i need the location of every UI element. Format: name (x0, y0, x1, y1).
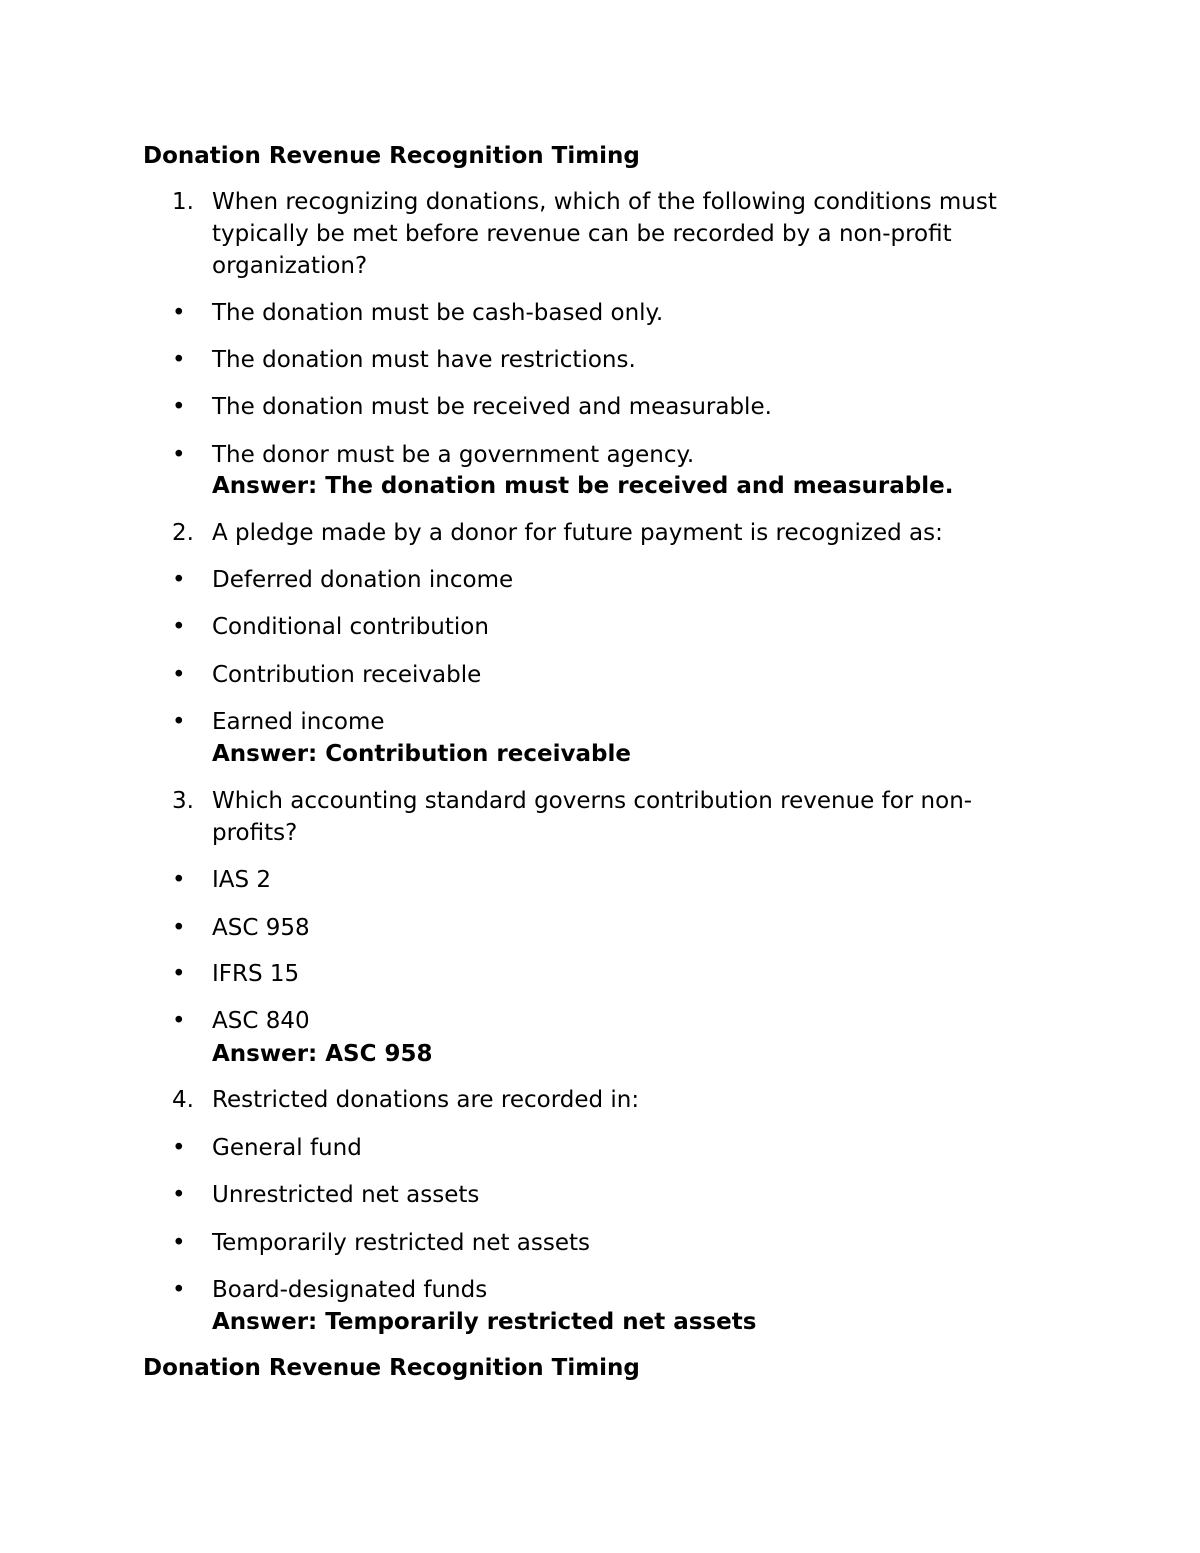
answer-text: Answer: ASC 958 (212, 1041, 433, 1067)
bullet-icon: • (172, 1277, 186, 1303)
option-item: ASC 840 (212, 1008, 310, 1034)
option-item: IAS 2 (212, 867, 272, 893)
bullet-icon: • (172, 567, 186, 593)
question-number: 1. (172, 189, 194, 215)
option-item: Contribution receivable (212, 662, 482, 688)
bullet-icon: • (172, 394, 186, 420)
option-item: IFRS 15 (212, 961, 300, 987)
answer-text: Answer: Contribution receivable (212, 741, 631, 767)
option-item: ASC 958 (212, 915, 310, 941)
bullet-icon: • (172, 961, 186, 987)
document-title: Donation Revenue Recognition Timing (143, 143, 640, 169)
question-text: When recognizing donations, which of the following conditions must typically be met before revenue can be recorded by a non-profit organization? (212, 189, 997, 279)
bullet-icon: • (172, 662, 186, 688)
question-text: A pledge made by a donor for future payment is recognized as: (212, 520, 943, 546)
answer-text: Answer: The donation must be received and measurable. (212, 473, 954, 499)
bullet-icon: • (172, 915, 186, 941)
option-item: The donation must have restrictions. (212, 347, 636, 373)
option-item: Earned income (212, 709, 385, 735)
bullet-icon: • (172, 1230, 186, 1256)
bullet-icon: • (172, 1008, 186, 1034)
option-item: Conditional contribution (212, 614, 489, 640)
bullet-icon: • (172, 1182, 186, 1208)
question-text: Which accounting standard governs contribution revenue for non-profits? (212, 788, 973, 846)
bullet-icon: • (172, 300, 186, 326)
question-number: 4. (172, 1087, 194, 1113)
answer-text: Answer: Temporarily restricted net assets (212, 1309, 757, 1335)
option-item: Deferred donation income (212, 567, 514, 593)
option-item: The donation must be received and measurable. (212, 394, 772, 420)
bullet-icon: • (172, 614, 186, 640)
option-item: General fund (212, 1135, 362, 1161)
question-text: Restricted donations are recorded in: (212, 1087, 640, 1113)
section-heading: Donation Revenue Recognition Timing (143, 1355, 640, 1381)
bullet-icon: • (172, 442, 186, 468)
bullet-icon: • (172, 347, 186, 373)
option-item: The donor must be a government agency. (212, 442, 695, 468)
option-item: Board-designated funds (212, 1277, 488, 1303)
bullet-icon: • (172, 867, 186, 893)
option-item: Temporarily restricted net assets (212, 1230, 591, 1256)
option-item: The donation must be cash-based only. (212, 300, 664, 326)
option-item: Unrestricted net assets (212, 1182, 480, 1208)
question-number: 2. (172, 520, 194, 546)
bullet-icon: • (172, 1135, 186, 1161)
bullet-icon: • (172, 709, 186, 735)
question-number: 3. (172, 788, 194, 814)
